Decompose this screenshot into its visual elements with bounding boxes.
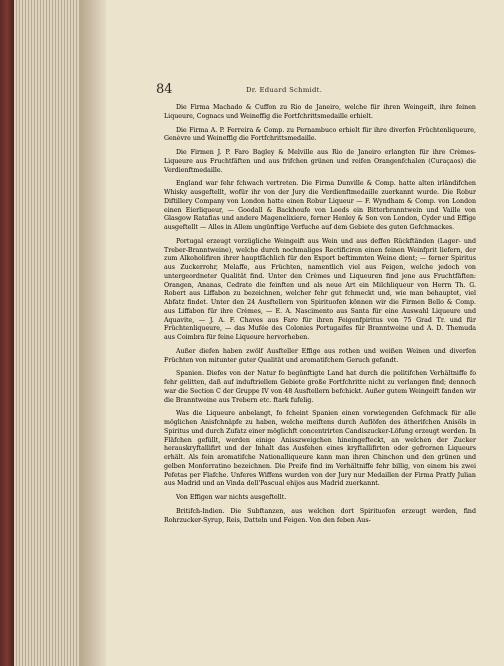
page-number: 84 <box>156 82 173 97</box>
paragraph: Spanien. Diefes von der Natur fo begünftigte Land hat durch die politifchen Verhältniffe fo fehr gelitten, daß auf induftriellem Gebiete große Fortfchritte nicht zu verlangen find; dennoch war die Section C der Gruppe IV von 48 Ausftellern befchickt. Außer gutem Weingeift fanden wir die Branntweine aus Trebern etc. ftark fufelig. <box>164 370 476 404</box>
body-text <box>164 104 476 530</box>
paragraph: Von Effigen war nichts ausgeftellt. <box>176 494 287 501</box>
paragraph: Die Firma Machado & Cuffon zu Rio de Janeiro, welche für ihren Weingeift, ihre feinen Liqueure, Cognacs und Weineffig die Fortfchrittsmedaille erhielt. <box>164 104 476 120</box>
running-head: Dr. Eduard Schmidt. <box>246 86 323 94</box>
book-spine <box>0 0 14 666</box>
paragraph: Außer diefen haben zwölf Ausfteller Effige aus rothen und weißen Weinen und diverfen Früchten von mitunter guter Qualität und aromatifchem Geruch gefandt. <box>164 347 476 364</box>
page-gutter <box>80 0 106 666</box>
page-edges <box>14 0 86 666</box>
paragraph: Die Firmen J. P. Faro Bagley & Melville aus Rio de Janeiro erlangten für ihre Crèmes-Liqueure aus Fruchtfäften und aus frifchen grünen und reifen Orangenfchalen (Curaçaos) die Verdienftmedaille. <box>164 149 476 174</box>
paragraph: Portugal erzeugt vorzügliche Weingeift aus Wein und aus deffen Rückftänden (Lager- und Treber-Branntweine), welche durch nochmaliges Rectificiren einen feinen Weinfprit liefern, der zum Alkoholifiren ihrer hauptfächlich für den Export beftimmten Weine dient; — ferner Spiritus aus Zuckerrohr, Melaffe, aus Früchten, namentlich viel aus Feigen, welche jedoch von untergeordneter Qualität find. Unter den Crèmes und Liqueuren find jene aus Fruchtfäften: Orangen, Ananas, Cedrate die feinften und als neue Art ein Milchliqueur von Herrn Th. G. Robert aus Liffabon zu bezeichnen, welcher fehr gut fchmeckt und, wie man behauptet, viel Abfatz findet. Unter den 24 Ausftellern von Spirituofen können wir die Firmen Bello & Comp. aus Liffabon für ihre Crèmes, — E. A. Nascimento aus Santa für eine Auswahl Liqueure und Aquavite, — J. A. F. Chaves aus Faro für ihren Feigenfpiritus von 75 Grad Tr. und für Früchtenliqueure, — das Mufée des Colonies Portugaifes für Branntweine und A. D. Themuda aus Coimbra für feine Liqueure hervorheben. <box>164 237 476 341</box>
paragraph: Was die Liqueure anbelangt, fo fcheint Spanien einen vorwiegenden Gefchmack für alle möglichen Anisfchnäpfe zu haben, welche meiftens durch Auflöfen des ätherifchen Anisöls in Spiritus und durch Zufatz einer möglichft concentrirten Candiszucker-Löfung erzeugt werden. In Fläfchen gefüllt, werden einige Anisszweigchen hineingefteckt, an welchen der Zucker herauskryftallifirt und der Inhalt das Ausfehen eines kryftallifirten oder gefrornen Liqueurs erhält. Als fein aromatifche Nationalliqueure kann man ihren Chinchon und den grünen und gelben Monferratino bezeichnen. Die Preife find im Verhältniffe fehr billig, von einem bis zwei Pefetas per Flafche. Unferes Wiffens wurden von der Jury nur Medaillen der Firma Pratfy Julian aus Madrid und an Vinda dell'Pascual ehijos aus Madrid zuerkannt. <box>164 410 476 488</box>
book-page <box>106 0 504 666</box>
paragraph: Britifch-Indien. Die Subftanzen, aus welchen dort Spirituofen erzeugt werden, find Rohrzucker-Syrup, Reis, Datteln und Feigen. Von den feben Aus- <box>164 507 476 524</box>
paragraph: Die Firma A. P. Ferreira & Comp. zu Pernambuco erhielt für ihre diverfen Früchtenliqueure, Genèvre und Weineffig die Fortfchrittsmedaille. <box>164 126 476 143</box>
paragraph: England war fehr fchwach vertreten. Die Firma Dunville & Comp. hatte alten irländifchen Whisky ausgeftellt, wofür ihr von der Jury die Verdienftmedaille zuerkannt wurde. Die Robur Diftillery Company von London hatte einen Robur Liqueur — F. Wyndham & Comp. von London einen Eierliqueur, — Goodall & Backhoufe von Leeds ein Bitterbranntwein und Vaille von Glasgow Ratafias und andere Magenelixiere, ferner Henley & Son von London, Cyder und Effige ausgeftellt — Alles in Allem ungünftige Verfuche auf dem Gebiete des guten Gefchmackes. <box>164 180 476 231</box>
